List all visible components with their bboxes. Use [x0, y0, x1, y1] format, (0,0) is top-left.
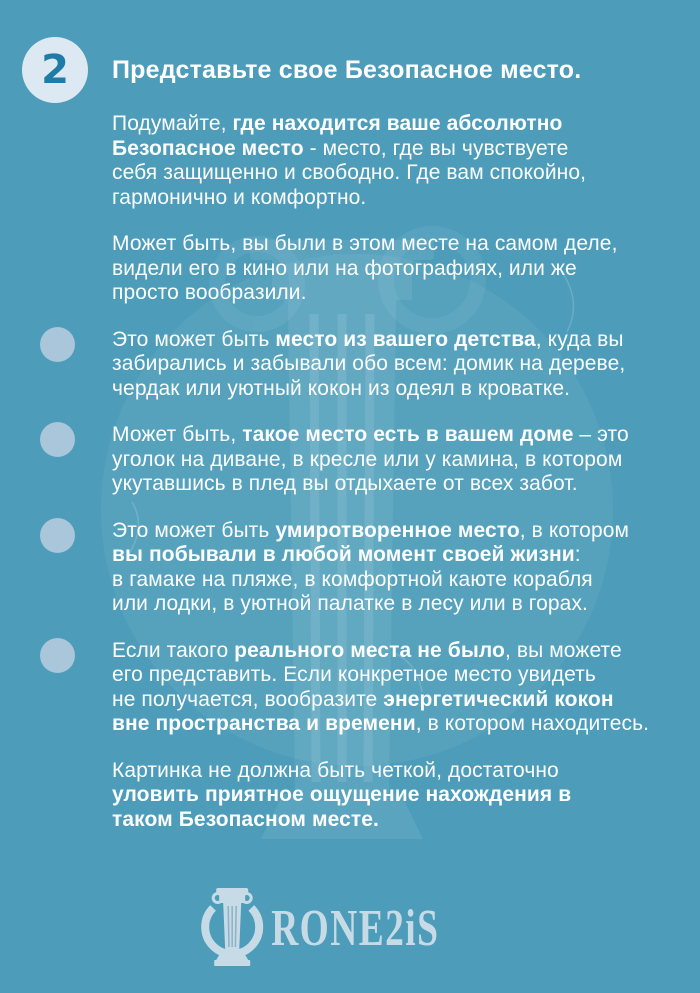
- step-number: 2: [41, 47, 69, 93]
- paragraph: [112, 639, 678, 737]
- bullet-dot: [40, 638, 75, 673]
- paragraph: [112, 112, 678, 210]
- paragraph: [112, 232, 678, 306]
- paragraph: [112, 423, 678, 497]
- body-paragraphs: [112, 112, 678, 832]
- paragraph: [112, 759, 678, 833]
- page-title: Представьте свое Безопасное место.: [112, 56, 582, 84]
- paragraph-text: Если такого реального места не было, вы можете его представить. Если конкретное место увидеть не получается, вообразите энергетический кокон вне пространства и времени, в котором находитесь.: [112, 638, 650, 735]
- paragraph-text: Может быть, такое место есть в вашем доме – это уголок на диване, в кресле или у камина, в котором укутавшись в плед вы отдыхаете от всех забот.: [112, 423, 629, 495]
- paragraph: [112, 519, 678, 617]
- bullet-dot: [40, 422, 75, 457]
- paragraph-text: Может быть, вы были в этом месте на самом деле, видели его в кино или на фотографиях, или же просто вообразили.: [112, 232, 618, 304]
- paragraph-text: Это может быть место из вашего детства, куда вы забирались и забывали обо всем: домик на дереве, чердак или уютный кокон из одеял в кроватке.: [112, 327, 626, 400]
- phi-column-icon: [195, 880, 269, 978]
- paragraph-text: Подумайте, где находится ваше абсолютно Безопасное место - место, где вы чувствуете себя защищенно и свободно. Где вам спокойно, гармонично и комфортно.: [112, 112, 587, 209]
- paragraph-text: Картинка не должна быть четкой, достаточно уловить приятное ощущение нахождения в таком Безопасном месте.: [112, 758, 572, 831]
- card-content: [112, 55, 678, 854]
- step-number-badge: [22, 37, 88, 103]
- paragraph: [112, 328, 678, 402]
- brand-logo-text: RONE2iS: [271, 900, 440, 957]
- bullet-dot: [40, 518, 75, 553]
- brand-logo: [195, 880, 505, 978]
- paragraph-text: Это может быть умиротворенное место, в котором вы побывали в любой момент своей жизни: в гамаке на пляже, в комфортной каюте корабля или лодки, в уютной палатке в лесу или в горах.: [112, 518, 630, 615]
- bullet-dot: [40, 327, 75, 362]
